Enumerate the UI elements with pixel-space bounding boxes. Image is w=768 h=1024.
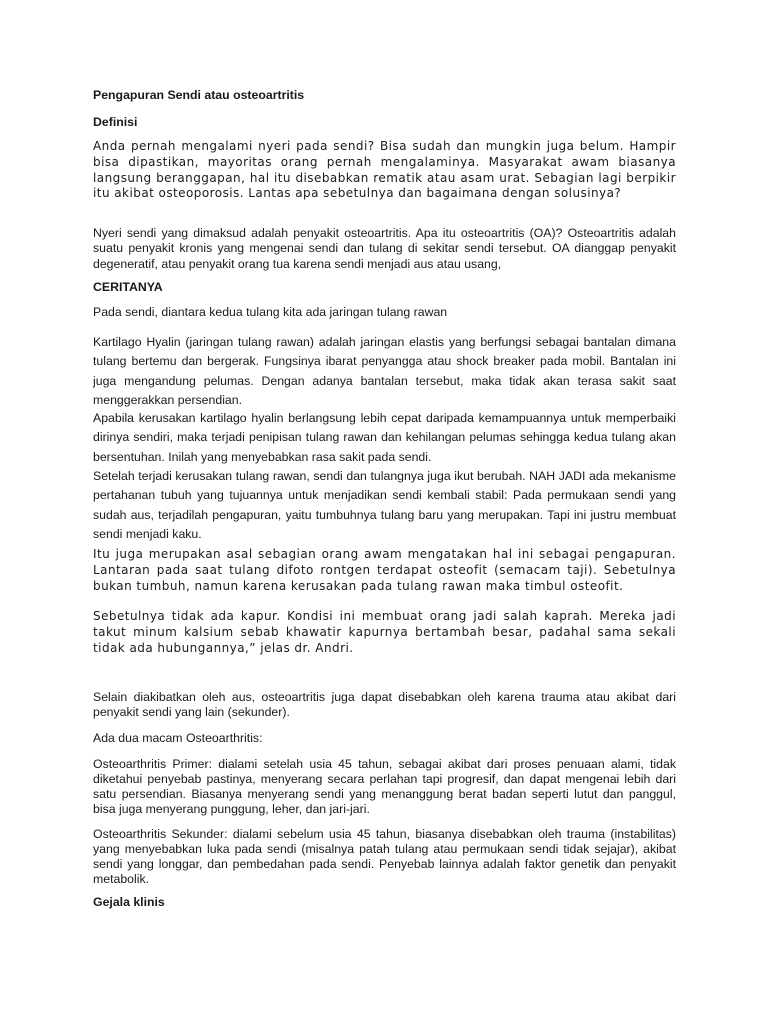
document-title: Pengapuran Sendi atau osteoartritis xyxy=(93,88,305,102)
paragraph-intro: Anda pernah mengalami nyeri pada sendi? Bisa sudah dan mungkin juga belum. Hampir bisa dipastikan, mayoritas orang pernah mengalaminya. Masyarakat awam biasanya langsung beranggapan, hal itu disebabkan rematik atau asam urat. Sebagian lagi berpikir itu akibat osteoporosis. Lantas apa sebetulnya dan bagaimana dengan solusinya? xyxy=(93,139,676,201)
paragraph-kartilago-hyalin: Kartilago Hyalin (jaringan tulang rawan) adalah jaringan elastis yang berfungsi sebagai bantalan dimana tulang bertemu dan bergerak. Fungsinya ibarat penyangga atau shock breaker pada mobil. Bantalan ini juga mengandung pelumas. Dengan adanya bantalan tersebut, maka tidak akan terasa sakit saat menggerakkan persendian. xyxy=(93,335,676,407)
paragraph-osteoarthritis-primer: Osteoarthritis Primer: dialami setelah usia 45 tahun, sebagai akibat dari proses penuaan alami, tidak diketahui penyebab pastinya, menyerang secara perlahan tapi progresif, dan dapat mengenai lebih dari satu persendian. Biasanya menyerang sendi yang menanggung berat badan seperti lutut dan panggul, bisa juga menyerang punggung, leher, dan jari-jari. xyxy=(93,757,676,816)
paragraph-selain-aus: Selain diakibatkan oleh aus, osteoartritis juga dapat disebabkan oleh karena trauma atau akibat dari penyakit sendi yang lain (sekunder). xyxy=(93,690,676,719)
section-heading-definisi: Definisi xyxy=(93,115,138,129)
paragraph-nyeri-sendi: Nyeri sendi yang dimaksud adalah penyakit osteoartritis. Apa itu osteoartritis (OA)? Osteoartritis adalah suatu penyakit kronis yang mengenai sendi dan tulang di sekitar sendi tersebut. OA dianggap penyakit degeneratif, atau penyakit orang tua karena sendi menjadi aus atau usang, xyxy=(93,226,676,271)
section-heading-gejala-klinis: Gejala klinis xyxy=(93,895,165,909)
paragraph-asal-pengapuran: Itu juga merupakan asal sebagian orang awam mengatakan hal ini sebagai pengapuran. Lantaran pada saat tulang difoto rontgen terdapat osteofit (semacam taji). Sebetulnya bukan tumbuh, namun karena kerusakan pada tulang rawan maka timbul osteofit. xyxy=(93,547,676,593)
section-heading-ceritanya: CERITANYA xyxy=(93,280,163,294)
paragraph-tidak-ada-kapur: Sebetulnya tidak ada kapur. Kondisi ini membuat orang jadi salah kaprah. Mereka jadi takut minum kalsium sebab khawatir kapurnya bertambah besar, padahal sama sekali tidak ada hubungannya,” jelas dr. Andri. xyxy=(93,609,676,655)
paragraph-pada-sendi: Pada sendi, diantara kedua tulang kita ada jaringan tulang rawan xyxy=(93,305,448,319)
paragraph-osteoarthritis-sekunder: Osteoarthritis Sekunder: dialami sebelum usia 45 tahun, biasanya disebabkan oleh trauma (instabilitas) yang menyebabkan luka pada sendi (misalnya patah tulang atau permukaan sendi tidak sejajar), akibat sendi yang longgar, dan pembedahan pada sendi. Penyebab lainnya adalah faktor genetik dan penyakit metabolik. xyxy=(93,827,676,886)
paragraph-kerusakan-kartilago: Apabila kerusakan kartilago hyalin berlangsung lebih cepat daripada kemampuannya untuk memperbaiki dirinya sendiri, maka terjadi penipisan tulang rawan dan kehilangan pelumas sehingga kedua tulang akan bersentuhan. Inilah yang menyebabkan rasa sakit pada sendi. xyxy=(93,411,676,464)
paragraph-mekanisme-pertahanan: Setelah terjadi kerusakan tulang rawan, sendi dan tulangnya juga ikut berubah. NAH JADI ada mekanisme pertahanan tubuh yang tujuannya untuk menjadikan sendi kembali stabil: Pada permukaan sendi yang sudah aus, terjadilah pengapuran, yaitu tumbuhnya tulang baru yang merupakan. Tapi ini justru membuat sendi menjadi kaku. xyxy=(93,469,676,541)
paragraph-dua-macam: Ada dua macam Osteoarthritis: xyxy=(93,731,263,745)
